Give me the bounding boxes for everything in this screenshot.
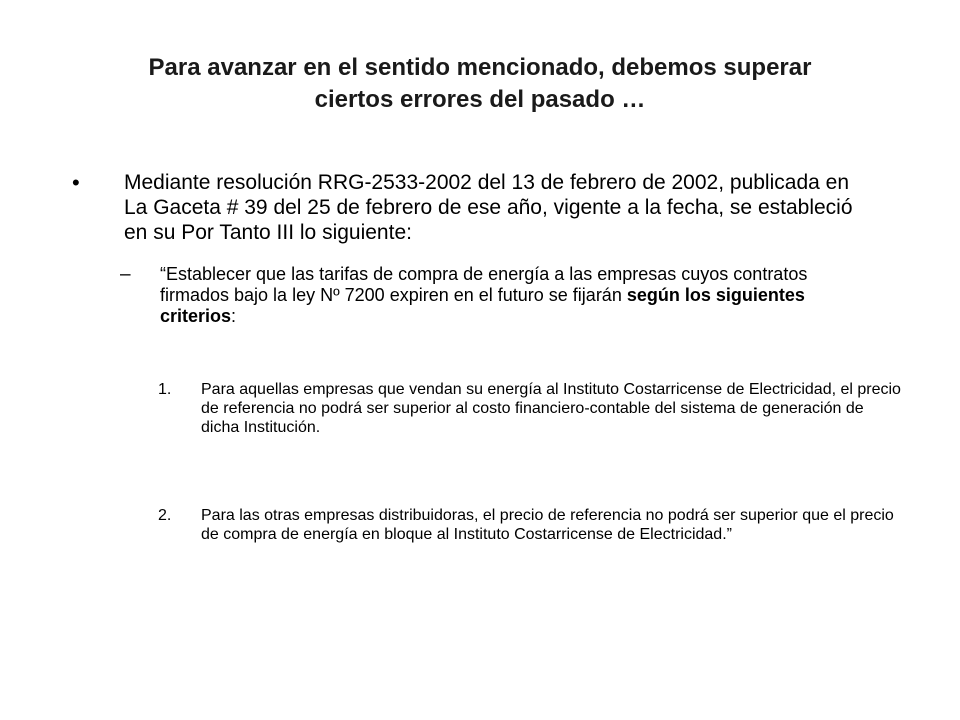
item-number: 1. (158, 381, 172, 398)
bullet-resolution-text: Mediante resolución RRG-2533-2002 del 13 de febrero de 2002, publicada en La Gaceta # 39 del 25 de febrero de ese año, vigente a la fecha, se estableció en su Por Tanto III lo siguiente: (124, 171, 853, 244)
slide-title-line-2: ciertos errores del pasado … (314, 86, 646, 113)
quote-text-end: : (231, 306, 237, 326)
sub-bullet-quote-text (160, 264, 860, 327)
slide-title (80, 52, 880, 116)
sub-bullet-dash: – (120, 264, 131, 285)
quote-text-start: “Establecer que las tarifas de compra de energía a las empresas cuyos contratos firmados bajo la ley Nº 7200 expiren en el futuro se fijarán (160, 264, 808, 305)
bullet-dot: • (72, 170, 80, 195)
item-text: Para las otras empresas distribuidoras, el precio de referencia no podrá ser superior que el precio de compra de energía en bloque al Instituto Costarricense de Electricidad.” (201, 507, 894, 543)
item-text: Para aquellas empresas que vendan su energía al Instituto Costarricense de Electricidad, el precio de referencia no podrá ser superior al costo financiero-contable del sistema de generación de dicha Institución. (201, 381, 901, 436)
item-number: 2. (158, 507, 172, 524)
slide-title-line-1: Para avanzar en el sentido mencionado, debemos superar (148, 54, 812, 81)
quote-text-bold: según los siguientes criterios (160, 285, 805, 326)
